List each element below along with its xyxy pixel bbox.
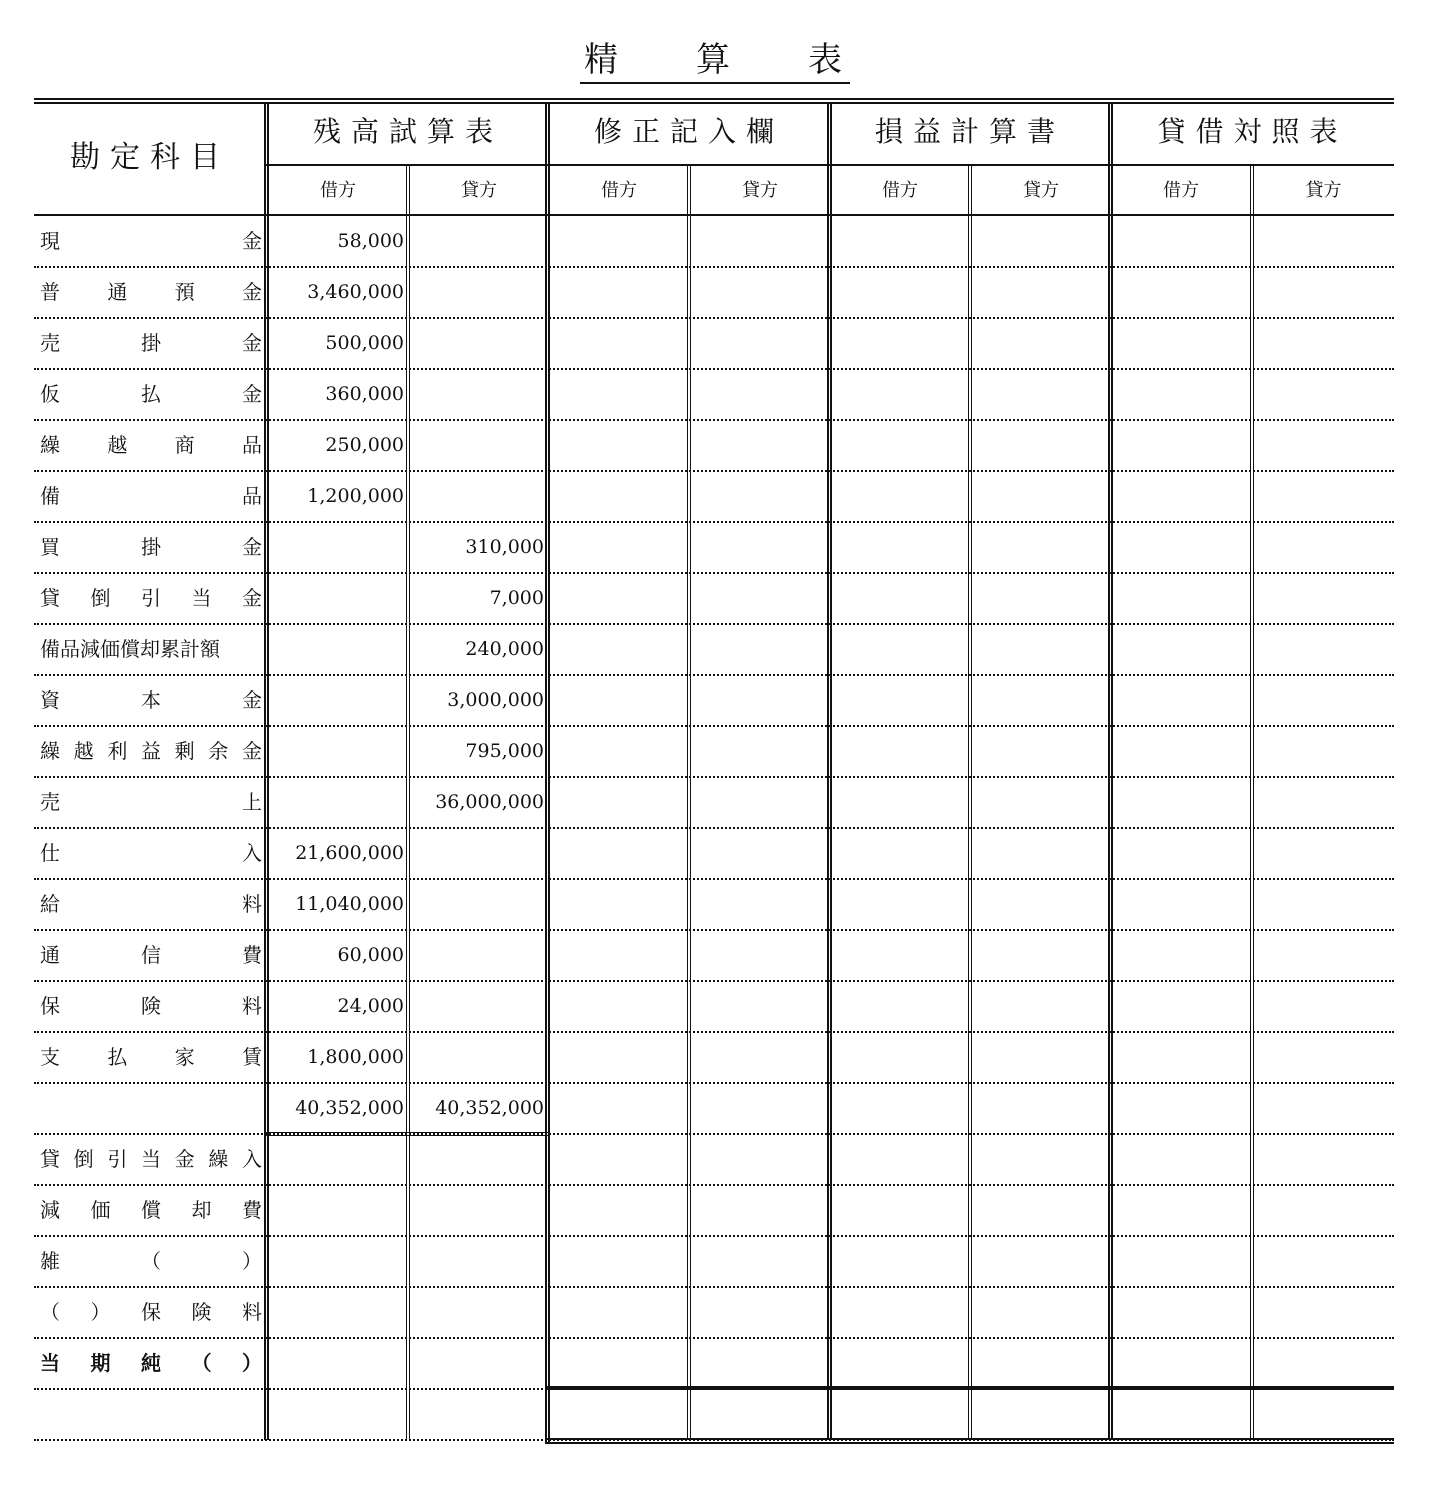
trial-balance-debit: 40,352,000 xyxy=(295,1097,404,1119)
account-char: （ xyxy=(191,1351,212,1375)
account-char: 償 xyxy=(141,1198,161,1222)
account-char: 価 xyxy=(90,1198,111,1222)
trial-balance-credit: 310,000 xyxy=(465,536,544,558)
account-name xyxy=(40,624,262,675)
account-char: 費 xyxy=(242,1198,262,1222)
header-trial-balance: 残高試算表 xyxy=(312,115,503,148)
account-char: 賃 xyxy=(241,1045,262,1069)
account-name xyxy=(40,1032,262,1083)
account-char: 品 xyxy=(242,484,262,508)
account-char: 本 xyxy=(141,688,161,712)
account-char: 当 xyxy=(40,1351,60,1375)
account-char: 保 xyxy=(40,994,60,1018)
title-char: 精 xyxy=(584,40,618,80)
header-balance-sheet: 貸借対照表 xyxy=(1157,115,1348,148)
account-char: 普 xyxy=(40,280,60,304)
account-name xyxy=(40,1338,262,1389)
account-char: 仕 xyxy=(40,841,60,865)
header-debit: 借方 xyxy=(882,180,918,201)
trial-balance-debit: 60,000 xyxy=(337,944,404,966)
account-char: 給 xyxy=(40,892,60,916)
account-char: 入 xyxy=(241,1147,262,1171)
group-divider xyxy=(827,102,832,1440)
account-char: 益 xyxy=(140,739,161,763)
account-char: 険 xyxy=(141,994,161,1018)
account-char: 現 xyxy=(40,229,60,253)
account-char: 金 xyxy=(241,739,262,763)
trial-balance-debit: 24,000 xyxy=(337,995,404,1017)
account-char: 利 xyxy=(107,739,128,763)
header-debit: 借方 xyxy=(1163,180,1199,201)
account-char: 貸 xyxy=(40,1147,60,1171)
account-char: 繰 xyxy=(208,1147,229,1171)
account-char: 売 xyxy=(40,790,60,814)
account-name xyxy=(40,675,262,726)
account-char: 却 xyxy=(191,1198,212,1222)
account-char: 払 xyxy=(141,382,161,406)
account-char: 当 xyxy=(140,1147,161,1171)
account-char: ） xyxy=(242,1351,262,1375)
column-divider xyxy=(687,166,691,1440)
account-name xyxy=(40,1389,262,1440)
account-char: 掛 xyxy=(141,535,161,559)
account-char: 売 xyxy=(40,331,60,355)
account-char: 金 xyxy=(242,535,262,559)
group-divider xyxy=(545,102,550,1444)
account-char: 備 xyxy=(40,484,60,508)
account-name xyxy=(40,573,262,624)
account-char: 純 xyxy=(141,1351,161,1375)
account-name xyxy=(40,930,262,981)
account-char: 料 xyxy=(242,994,262,1018)
account-char: 険 xyxy=(191,1300,212,1324)
header-income-statement: 損益計算書 xyxy=(874,115,1065,148)
account-char: 金 xyxy=(242,382,262,406)
account-name xyxy=(40,1287,262,1338)
account-char: （ xyxy=(40,1300,60,1324)
trial-balance-credit: 240,000 xyxy=(465,638,544,660)
trial-balance-credit: 36,000,000 xyxy=(435,791,544,813)
header-account: 勘定科目 xyxy=(70,140,230,175)
account-name xyxy=(40,828,262,879)
group-divider xyxy=(1108,102,1113,1440)
account-char: 資 xyxy=(40,688,60,712)
account-char: 商 xyxy=(174,433,195,457)
trial-balance-debit: 360,000 xyxy=(325,383,404,405)
account-char: 雑 xyxy=(40,1249,60,1273)
title-char: 算 xyxy=(696,40,730,80)
header-debit: 借方 xyxy=(320,180,356,201)
account-char: 当 xyxy=(191,586,212,610)
account-char: 仮 xyxy=(40,382,60,406)
header-credit: 貸方 xyxy=(461,180,497,201)
account-name xyxy=(40,1185,262,1236)
account-char: 家 xyxy=(174,1045,195,1069)
account-char: 金 xyxy=(242,688,262,712)
account-name xyxy=(40,879,262,930)
account-char: 繰 xyxy=(40,433,60,457)
account-char: 倒 xyxy=(73,1147,94,1171)
account-char: 金 xyxy=(241,280,262,304)
header-credit: 貸方 xyxy=(742,180,778,201)
account-char: 料 xyxy=(242,892,262,916)
account-name xyxy=(40,726,262,777)
account-char: ） xyxy=(90,1300,111,1324)
account-char: 信 xyxy=(141,943,161,967)
account-char: 引 xyxy=(107,1147,128,1171)
account-name xyxy=(40,777,262,828)
account-char: 期 xyxy=(90,1351,111,1375)
account-name xyxy=(40,522,262,573)
account-name xyxy=(40,981,262,1032)
account-char: 備品減価償却累計額 xyxy=(40,637,220,661)
account-name xyxy=(40,267,262,318)
trial-balance-debit: 21,600,000 xyxy=(295,842,404,864)
account-char: 金 xyxy=(174,1147,195,1171)
account-char: 余 xyxy=(208,739,229,763)
account-char: （ xyxy=(141,1249,161,1273)
trial-balance-credit: 40,352,000 xyxy=(435,1097,544,1119)
account-char: 通 xyxy=(107,280,128,304)
account-name xyxy=(40,216,262,267)
account-char: 剰 xyxy=(174,739,195,763)
account-char: 品 xyxy=(241,433,262,457)
trial-balance-debit: 11,040,000 xyxy=(295,893,404,915)
trial-balance-debit: 1,800,000 xyxy=(307,1046,404,1068)
account-name xyxy=(40,369,262,420)
trial-balance-credit: 7,000 xyxy=(489,587,544,609)
account-name xyxy=(40,420,262,471)
account-char: 減 xyxy=(40,1198,60,1222)
page-title xyxy=(580,38,850,84)
account-char: 料 xyxy=(242,1300,262,1324)
title-char: 表 xyxy=(808,40,842,80)
account-name xyxy=(40,1083,262,1134)
header-adjustments: 修正記入欄 xyxy=(593,115,784,148)
account-char: 金 xyxy=(242,229,262,253)
account-char: 倒 xyxy=(90,586,111,610)
column-divider xyxy=(1250,166,1254,1440)
account-char: 金 xyxy=(242,331,262,355)
account-char: 預 xyxy=(174,280,195,304)
account-char: 上 xyxy=(242,790,262,814)
worksheet-table xyxy=(34,98,1394,1442)
account-char: 越 xyxy=(73,739,94,763)
trial-balance-debit: 58,000 xyxy=(337,230,404,252)
account-name xyxy=(40,1236,262,1287)
header-debit: 借方 xyxy=(601,180,637,201)
table-top-rule xyxy=(34,98,1394,104)
account-char: ） xyxy=(242,1249,262,1273)
account-char: 金 xyxy=(242,586,262,610)
account-char: 支 xyxy=(40,1045,60,1069)
account-char: 払 xyxy=(107,1045,128,1069)
account-char: 越 xyxy=(107,433,128,457)
header-credit: 貸方 xyxy=(1023,180,1059,201)
header-credit: 貸方 xyxy=(1305,180,1342,201)
trial-balance-debit: 1,200,000 xyxy=(307,485,404,507)
trial-balance-credit: 3,000,000 xyxy=(447,689,544,711)
account-char: 繰 xyxy=(40,739,60,763)
account-char: 貸 xyxy=(40,586,60,610)
account-char: 費 xyxy=(242,943,262,967)
account-name xyxy=(40,471,262,522)
account-char: 掛 xyxy=(141,331,161,355)
account-char: 保 xyxy=(141,1300,161,1324)
trial-balance-debit: 500,000 xyxy=(325,332,404,354)
column-divider xyxy=(968,166,972,1440)
account-name xyxy=(40,1134,262,1185)
account-char: 入 xyxy=(242,841,262,865)
trial-balance-debit: 3,460,000 xyxy=(307,281,404,303)
account-char: 引 xyxy=(141,586,161,610)
account-char: 通 xyxy=(40,943,60,967)
trial-balance-credit: 795,000 xyxy=(465,740,544,762)
trial-balance-debit: 250,000 xyxy=(325,434,404,456)
account-name xyxy=(40,318,262,369)
account-char: 買 xyxy=(40,535,60,559)
